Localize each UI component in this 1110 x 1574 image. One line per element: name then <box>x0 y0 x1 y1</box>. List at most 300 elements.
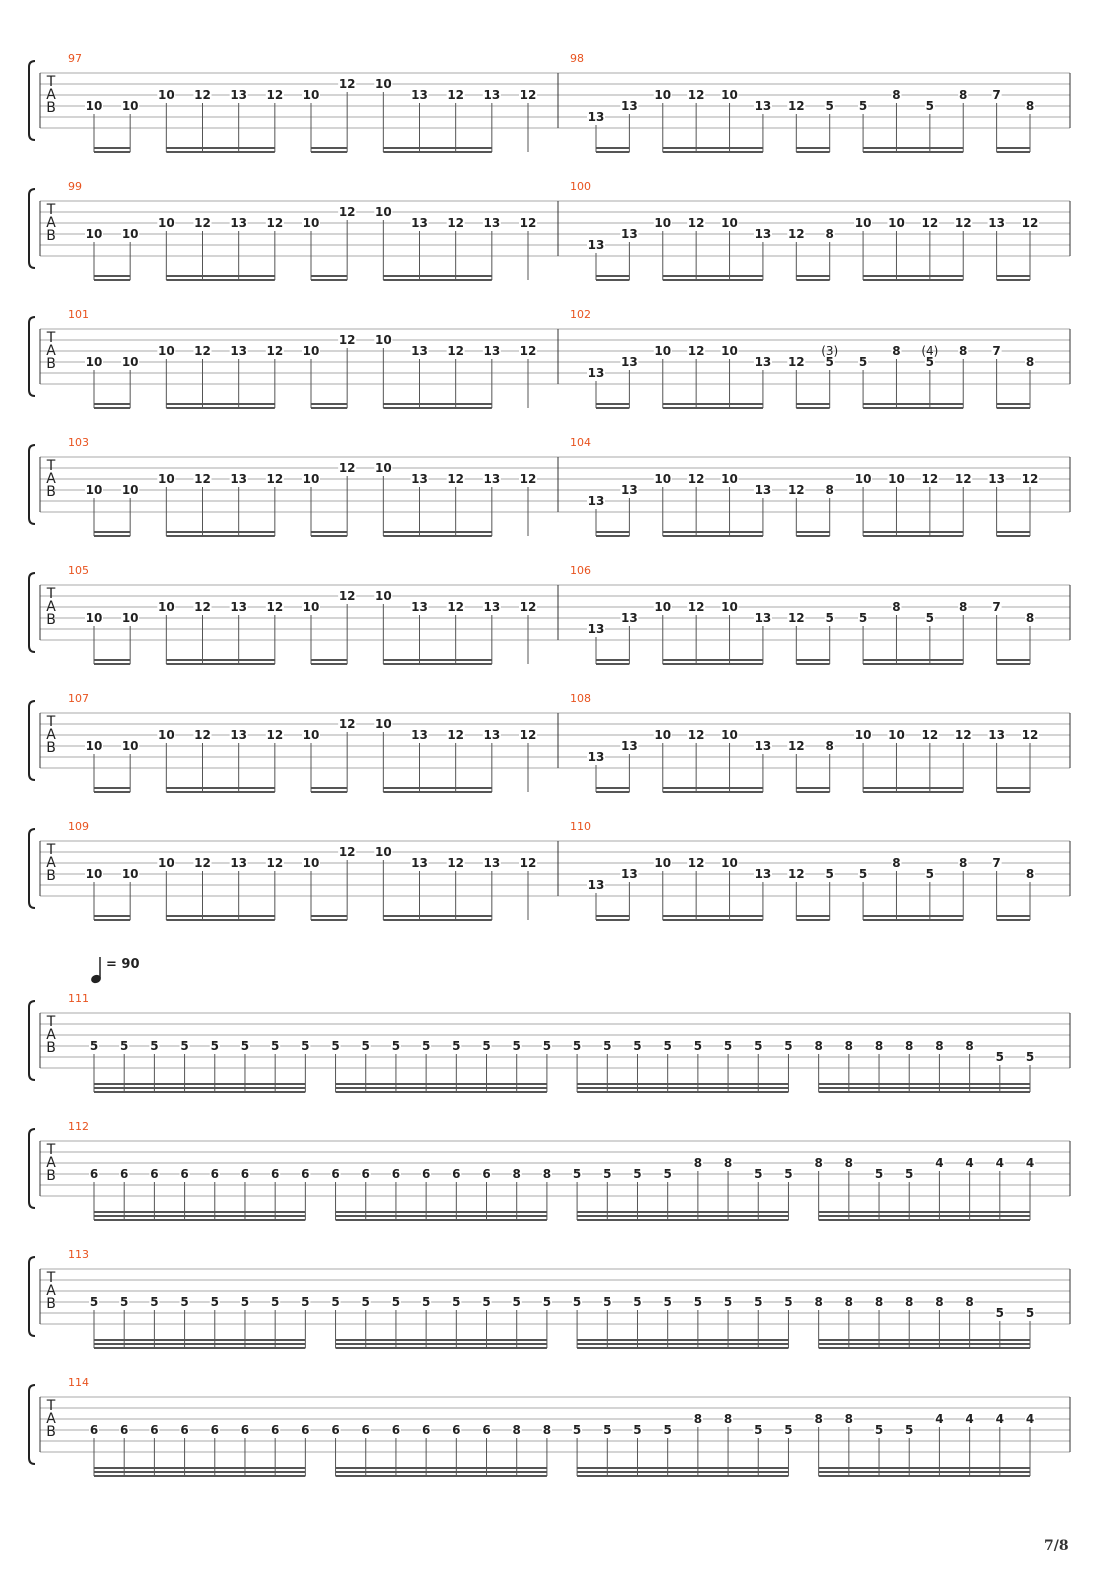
fret-number: 12 <box>921 472 939 486</box>
fret-number: 12 <box>921 728 939 742</box>
fret-number: 10 <box>121 227 139 241</box>
system-bracket <box>29 1257 35 1336</box>
fret-number: 5 <box>925 99 935 113</box>
fret-number: 5 <box>270 1295 280 1309</box>
fret-number: 8 <box>892 344 901 358</box>
fret-number: 8 <box>844 1156 854 1170</box>
fret-number: 5 <box>925 355 935 369</box>
fret-number: 6 <box>452 1167 461 1181</box>
system-bracket <box>29 317 35 396</box>
fret-number: 13 <box>621 611 638 625</box>
fret-number: 6 <box>89 1423 99 1437</box>
fret-number: 5 <box>603 1167 612 1181</box>
fret-number: 13 <box>411 88 428 102</box>
tab-clef-letter: B <box>46 1424 56 1440</box>
fret-number: 10 <box>157 856 175 870</box>
fret-number: 10 <box>888 728 905 742</box>
fret-number: 5 <box>693 1295 703 1309</box>
tab-clef-letter: B <box>46 356 56 372</box>
tab-clef-letter: B <box>46 228 56 244</box>
system-bracket <box>29 189 35 268</box>
fret-number: 5 <box>542 1295 552 1309</box>
fret-number: 8 <box>814 1295 823 1309</box>
fret-number: 10 <box>374 333 392 347</box>
fret-number: 13 <box>483 856 501 870</box>
fret-number: 10 <box>302 472 320 486</box>
fret-number: 10 <box>85 611 103 625</box>
measure-number: 108 <box>570 692 591 705</box>
fret-number: 6 <box>301 1423 310 1437</box>
fret-number: 5 <box>858 867 868 881</box>
fret-number: 12 <box>787 611 805 625</box>
fret-number: 13 <box>587 750 605 764</box>
tab-clef-letter: T <box>46 1398 56 1414</box>
fret-number: 5 <box>391 1295 401 1309</box>
fret-number: 8 <box>723 1156 733 1170</box>
fret-number: 6 <box>391 1167 401 1181</box>
fret-number: 12 <box>194 344 211 358</box>
fret-number: 13 <box>230 472 248 486</box>
fret-number: 4 <box>1025 1412 1035 1426</box>
fret-number: 12 <box>447 728 465 742</box>
fret-number: 5 <box>361 1039 370 1053</box>
fret-number: 6 <box>421 1167 431 1181</box>
fret-number: 10 <box>157 216 175 230</box>
fret-number: 13 <box>587 878 605 892</box>
fret-number: 12 <box>687 600 705 614</box>
fret-number: 13 <box>754 867 772 881</box>
fret-number: 13 <box>411 472 428 486</box>
fret-number: 8 <box>959 856 968 870</box>
fret-number: 5 <box>925 611 935 625</box>
fret-number: 6 <box>391 1423 401 1437</box>
tab-clef-letter: T <box>46 714 56 730</box>
tab-clef-letter: A <box>46 599 56 615</box>
fret-number: 12 <box>338 333 356 347</box>
fret-number: 6 <box>180 1423 189 1437</box>
fret-number: 13 <box>754 739 772 753</box>
fret-number: 4 <box>965 1412 974 1426</box>
fret-number: 12 <box>787 483 805 497</box>
fret-number: 10 <box>721 344 738 358</box>
fret-number: 5 <box>995 1050 1004 1064</box>
fret-number: 13 <box>411 344 428 358</box>
fret-number: 7 <box>992 600 1001 614</box>
fret-number: 8 <box>844 1295 854 1309</box>
fret-number: 5 <box>482 1295 491 1309</box>
tab-clef-letter: B <box>46 100 56 116</box>
fret-number: 5 <box>512 1039 521 1053</box>
fret-number: 5 <box>633 1295 642 1309</box>
fret-number: 13 <box>411 216 428 230</box>
fret-number: 10 <box>854 728 872 742</box>
fret-number: 5 <box>572 1039 582 1053</box>
fret-number: 10 <box>302 216 320 230</box>
fret-number: 12 <box>194 856 211 870</box>
fret-number: 10 <box>302 600 320 614</box>
fret-number: 6 <box>210 1167 219 1181</box>
measure-number: 112 <box>68 1120 89 1133</box>
fret-number: 5 <box>120 1295 129 1309</box>
tab-clef-letter: A <box>46 1411 56 1427</box>
fret-number: 5 <box>784 1423 793 1437</box>
tab-clef-letter: B <box>46 740 56 756</box>
fret-number: 10 <box>157 344 175 358</box>
fret-number: 10 <box>721 472 738 486</box>
fret-number: 10 <box>85 99 103 113</box>
fret-number: 5 <box>512 1295 521 1309</box>
fret-number: 8 <box>905 1039 914 1053</box>
fret-number: 12 <box>194 216 211 230</box>
fret-number: 13 <box>587 110 605 124</box>
fret-number: 12 <box>266 88 284 102</box>
fret-number: 8 <box>542 1167 552 1181</box>
fret-number: 10 <box>121 867 139 881</box>
fret-number: 12 <box>787 227 805 241</box>
tab-clef-letter: T <box>46 1014 56 1030</box>
fret-number: 13 <box>230 344 248 358</box>
fret-number: 5 <box>210 1039 219 1053</box>
fret-number: 8 <box>1025 355 1035 369</box>
fret-number: 12 <box>687 344 705 358</box>
fret-number: 4 <box>995 1156 1004 1170</box>
fret-number: 6 <box>150 1423 159 1437</box>
fret-number: 5 <box>240 1039 250 1053</box>
fret-number: 5 <box>754 1167 763 1181</box>
fret-number: 5 <box>421 1039 431 1053</box>
fret-number: 5 <box>663 1167 672 1181</box>
fret-number: 12 <box>338 461 356 475</box>
tab-clef-letter: B <box>46 1168 56 1184</box>
fret-number: 8 <box>1025 99 1035 113</box>
fret-number: 5 <box>89 1295 99 1309</box>
fret-number: 13 <box>754 611 772 625</box>
fret-number: 8 <box>693 1156 703 1170</box>
fret-number: 10 <box>854 472 872 486</box>
fret-number: 10 <box>85 867 103 881</box>
fret-number: 10 <box>121 483 139 497</box>
fret-number: 12 <box>519 856 537 870</box>
measure-number: 113 <box>68 1248 89 1261</box>
fret-number: 12 <box>519 344 537 358</box>
fret-number: 12 <box>338 77 356 91</box>
fret-number: 5 <box>784 1039 793 1053</box>
tab-clef-letter: T <box>46 586 56 602</box>
fret-number: 13 <box>483 600 501 614</box>
fret-number: 5 <box>874 1167 884 1181</box>
fret-number: 12 <box>954 472 972 486</box>
fret-number: 12 <box>266 472 284 486</box>
fret-number: 12 <box>787 739 805 753</box>
fret-number: 12 <box>519 472 537 486</box>
fret-number: 5 <box>180 1295 189 1309</box>
fret-number: 6 <box>150 1167 159 1181</box>
fret-number: 8 <box>892 88 901 102</box>
fret-number: 10 <box>85 227 103 241</box>
fret-number: 8 <box>905 1295 914 1309</box>
fret-number: 10 <box>654 472 672 486</box>
fret-number: 10 <box>374 845 392 859</box>
fret-number: 13 <box>621 355 638 369</box>
fret-number: 13 <box>483 472 501 486</box>
fret-number: 5 <box>633 1423 642 1437</box>
fret-number: 10 <box>85 483 103 497</box>
tab-clef-letter: T <box>46 74 56 90</box>
fret-number: 10 <box>121 355 139 369</box>
fret-number: 12 <box>787 867 805 881</box>
fret-number: 5 <box>663 1295 672 1309</box>
fret-number: 13 <box>411 600 428 614</box>
fret-number: 4 <box>995 1412 1004 1426</box>
fret-number: 5 <box>150 1295 159 1309</box>
fret-number: 10 <box>85 355 103 369</box>
fret-number: 12 <box>447 856 465 870</box>
fret-number: 8 <box>959 600 968 614</box>
fret-number: 6 <box>301 1167 310 1181</box>
fret-number: 8 <box>1025 867 1035 881</box>
fret-number: 12 <box>519 728 537 742</box>
fret-number: 8 <box>723 1412 733 1426</box>
fret-number: 13 <box>621 867 638 881</box>
fret-number: 10 <box>302 344 320 358</box>
fret-number: 13 <box>587 366 605 380</box>
fret-number: 10 <box>374 205 392 219</box>
fret-number: 5 <box>754 1423 763 1437</box>
fret-number: 8 <box>892 856 901 870</box>
fret-number: 5 <box>120 1039 129 1053</box>
fret-number: 12 <box>338 845 356 859</box>
fret-number: 5 <box>663 1039 672 1053</box>
fret-number: 8 <box>874 1039 884 1053</box>
tab-clef-letter: A <box>46 215 56 231</box>
fret-number: 6 <box>361 1167 370 1181</box>
fret-number: 10 <box>121 99 139 113</box>
fret-number: 5 <box>240 1295 250 1309</box>
fret-number: 5 <box>633 1167 642 1181</box>
fret-number: 8 <box>814 1156 823 1170</box>
fret-number: 6 <box>331 1423 340 1437</box>
fret-number: 8 <box>874 1295 884 1309</box>
fret-number: 5 <box>825 867 834 881</box>
fret-number: 12 <box>266 344 284 358</box>
fret-number: 6 <box>89 1167 99 1181</box>
fret-number: 10 <box>374 77 392 91</box>
fret-number: 10 <box>374 461 392 475</box>
measure-number: 100 <box>570 180 591 193</box>
fret-number: 13 <box>230 600 248 614</box>
fret-number: 7 <box>992 344 1001 358</box>
fret-number: 10 <box>121 739 139 753</box>
fret-number: 6 <box>421 1423 431 1437</box>
system-bracket <box>29 61 35 140</box>
fret-number: 10 <box>654 344 672 358</box>
fret-number: 13 <box>754 227 772 241</box>
fret-number: 6 <box>120 1167 129 1181</box>
measure-number: 105 <box>68 564 89 577</box>
fret-number: 5 <box>784 1295 793 1309</box>
fret-number: 10 <box>157 728 175 742</box>
tab-clef-letter: T <box>46 842 56 858</box>
fret-number: 4 <box>935 1156 944 1170</box>
fret-number: 10 <box>721 728 738 742</box>
fret-number: 5 <box>542 1039 552 1053</box>
tab-clef-letter: T <box>46 202 56 218</box>
fret-number: 10 <box>654 728 672 742</box>
system-bracket <box>29 1129 35 1208</box>
measure-number: 104 <box>570 436 591 449</box>
fret-number: 5 <box>858 355 868 369</box>
fret-number: 12 <box>266 216 284 230</box>
fret-number: 5 <box>150 1039 159 1053</box>
fret-number: 6 <box>240 1167 250 1181</box>
fret-number: 13 <box>411 856 428 870</box>
measure-number: 103 <box>68 436 89 449</box>
fret-number: 12 <box>687 728 705 742</box>
fret-number: 6 <box>361 1423 370 1437</box>
fret-number: 10 <box>721 88 738 102</box>
fret-number: 13 <box>483 216 501 230</box>
fret-number: 10 <box>374 589 392 603</box>
fret-number: 12 <box>954 216 972 230</box>
measure-number: 109 <box>68 820 89 833</box>
fret-number: 5 <box>633 1039 642 1053</box>
measure-number: 111 <box>68 992 89 1005</box>
fret-number: 13 <box>621 227 638 241</box>
fret-number: 5 <box>825 611 834 625</box>
tab-clef-letter: T <box>46 458 56 474</box>
fret-number: 10 <box>654 600 672 614</box>
fret-number: 6 <box>240 1423 250 1437</box>
fret-number: 12 <box>194 728 211 742</box>
fret-number: 10 <box>302 856 320 870</box>
fret-number: 5 <box>210 1295 219 1309</box>
fret-number: 8 <box>935 1295 944 1309</box>
fret-number: 5 <box>858 99 868 113</box>
fret-number: 10 <box>888 216 905 230</box>
tab-clef-letter: B <box>46 484 56 500</box>
fret-number: 8 <box>542 1423 552 1437</box>
fret-number: 8 <box>844 1412 854 1426</box>
fret-number: 8 <box>814 1412 823 1426</box>
fret-number: 10 <box>721 856 738 870</box>
fret-number: 12 <box>447 88 465 102</box>
fret-number: 5 <box>754 1295 763 1309</box>
fret-number: 13 <box>483 344 501 358</box>
fret-number: 13 <box>587 622 605 636</box>
fret-number: 12 <box>519 216 537 230</box>
fret-number: 6 <box>270 1423 280 1437</box>
ghost-note-label: (4) <box>921 344 939 358</box>
fret-number: 6 <box>120 1423 129 1437</box>
fret-number: 4 <box>1025 1156 1035 1170</box>
fret-number: 12 <box>519 88 537 102</box>
fret-number: 5 <box>391 1039 401 1053</box>
fret-number: 5 <box>301 1295 310 1309</box>
page-number: 7/8 <box>1044 1538 1069 1554</box>
tab-clef-letter: B <box>46 1296 56 1312</box>
fret-number: 6 <box>180 1167 189 1181</box>
measure-number: 99 <box>68 180 82 193</box>
tab-clef-letter: A <box>46 1027 56 1043</box>
fret-number: 5 <box>1025 1306 1035 1320</box>
fret-number: 5 <box>572 1167 582 1181</box>
tab-clef-letter: A <box>46 343 56 359</box>
fret-number: 12 <box>338 717 356 731</box>
fret-number: 8 <box>512 1423 521 1437</box>
fret-number: 10 <box>157 88 175 102</box>
fret-number: 8 <box>814 1039 823 1053</box>
system-bracket <box>29 701 35 780</box>
fret-number: 13 <box>754 355 772 369</box>
fret-number: 5 <box>331 1039 340 1053</box>
fret-number: 8 <box>844 1039 854 1053</box>
fret-number: 13 <box>411 728 428 742</box>
fret-number: 12 <box>1021 216 1039 230</box>
system-bracket <box>29 1385 35 1464</box>
fret-number: 5 <box>825 355 834 369</box>
fret-number: 13 <box>587 238 605 252</box>
system-bracket <box>29 573 35 652</box>
tab-clef-letter: T <box>46 1142 56 1158</box>
fret-number: 5 <box>270 1039 280 1053</box>
fret-number: 12 <box>687 88 705 102</box>
tab-clef-letter: A <box>46 1283 56 1299</box>
fret-number: 10 <box>85 739 103 753</box>
fret-number: 6 <box>482 1167 491 1181</box>
fret-number: 5 <box>693 1039 703 1053</box>
fret-number: 12 <box>447 472 465 486</box>
fret-number: 13 <box>483 88 501 102</box>
fret-number: 10 <box>654 216 672 230</box>
fret-number: 5 <box>825 99 834 113</box>
fret-number: 5 <box>89 1039 99 1053</box>
fret-number: 13 <box>988 216 1005 230</box>
fret-number: 10 <box>721 216 738 230</box>
fret-number: 6 <box>331 1167 340 1181</box>
fret-number: 12 <box>954 728 972 742</box>
fret-number: 12 <box>447 600 465 614</box>
tab-clef-letter: A <box>46 727 56 743</box>
fret-number: 13 <box>483 728 501 742</box>
fret-number: 5 <box>784 1167 793 1181</box>
measure-number: 97 <box>68 52 82 65</box>
tempo-marking: = 90 <box>106 957 140 972</box>
fret-number: 13 <box>754 99 772 113</box>
fret-number: 10 <box>157 472 175 486</box>
fret-number: 5 <box>1025 1050 1035 1064</box>
fret-number: 10 <box>888 472 905 486</box>
fret-number: 8 <box>892 600 901 614</box>
ghost-note-label: (3) <box>821 344 839 358</box>
fret-number: 5 <box>361 1295 370 1309</box>
fret-number: 13 <box>621 739 638 753</box>
fret-number: 10 <box>654 88 672 102</box>
fret-number: 5 <box>874 1423 884 1437</box>
tab-clef-letter: A <box>46 855 56 871</box>
measure-number: 98 <box>570 52 584 65</box>
fret-number: 10 <box>654 856 672 870</box>
fret-number: 10 <box>302 728 320 742</box>
fret-number: 12 <box>266 600 284 614</box>
fret-number: 8 <box>512 1167 521 1181</box>
fret-number: 12 <box>447 216 465 230</box>
fret-number: 5 <box>905 1423 914 1437</box>
fret-number: 7 <box>992 88 1001 102</box>
tab-clef-letter: T <box>46 330 56 346</box>
fret-number: 8 <box>965 1295 974 1309</box>
fret-number: 5 <box>301 1039 310 1053</box>
fret-number: 5 <box>452 1295 461 1309</box>
